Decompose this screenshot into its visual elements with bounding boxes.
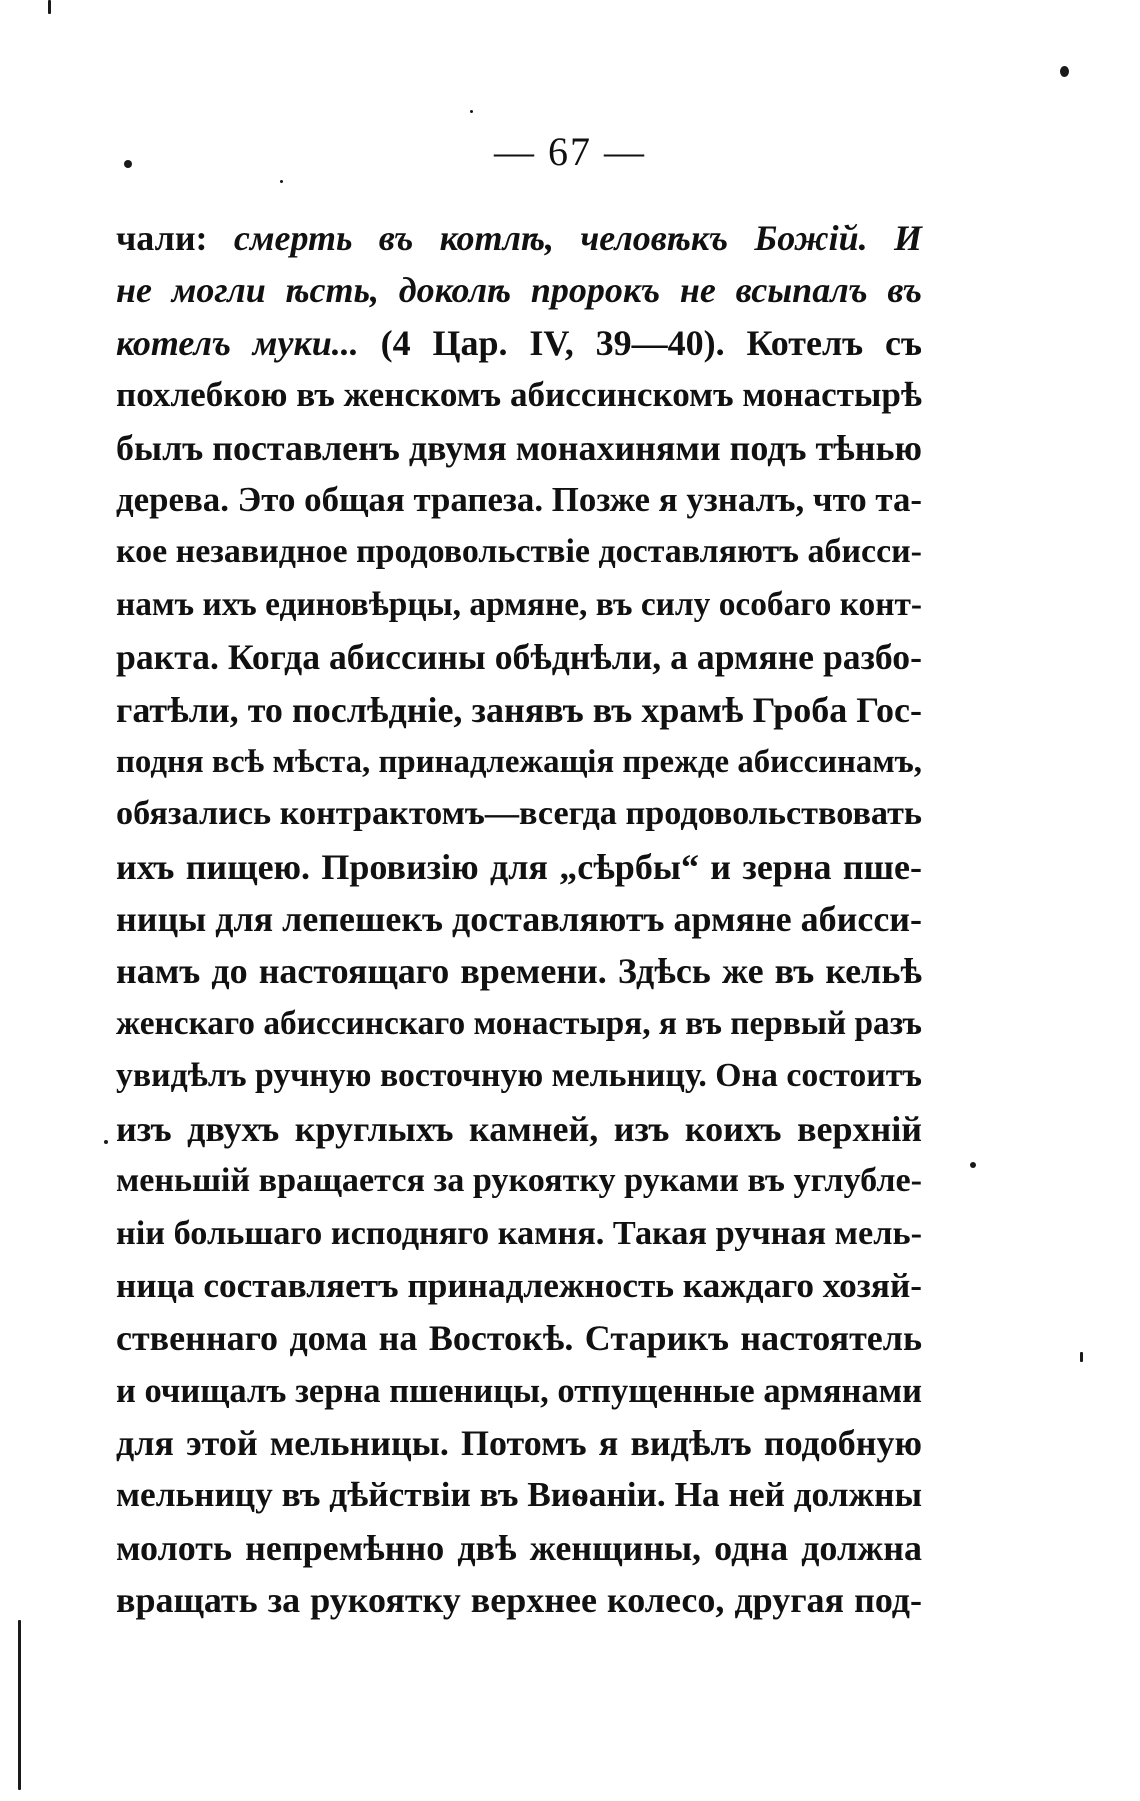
text-segment: дерева. Это общая трапеза. Позже я узналъ, что та- bbox=[116, 479, 922, 519]
scan-speck bbox=[1060, 66, 1069, 77]
text-segment: женскаго абиссинскаго монастыря, я въ первый разъ bbox=[116, 1004, 922, 1042]
text-line bbox=[116, 788, 922, 840]
scan-speck bbox=[1080, 1352, 1083, 1362]
text-line bbox=[116, 945, 922, 997]
body-text bbox=[116, 212, 922, 1627]
text-line bbox=[116, 893, 922, 945]
text-line bbox=[116, 1103, 922, 1155]
text-line bbox=[116, 212, 922, 264]
text-line bbox=[116, 474, 922, 526]
italic-quote-segment: смерть въ котлѣ, человѣкъ Божій. И bbox=[233, 218, 922, 258]
text-segment: ственнаго дома на Востокѣ. Старикъ настоятель bbox=[116, 1318, 922, 1359]
text-segment: увидѣлъ ручную восточную мельницу. Она состоитъ bbox=[116, 1057, 922, 1095]
text-line bbox=[116, 1522, 922, 1574]
scan-speck bbox=[104, 1140, 108, 1144]
text-segment: намъ ихъ единовѣрцы, армяне, въ силу особаго конт- bbox=[116, 585, 922, 623]
scan-speck bbox=[470, 110, 473, 113]
text-line bbox=[116, 841, 922, 893]
scan-speck bbox=[280, 180, 283, 183]
text-line bbox=[116, 1050, 922, 1102]
text-segment: ница составляетъ принадлежность каждаго хозяй- bbox=[116, 1265, 922, 1305]
text-line bbox=[116, 526, 922, 578]
text-line bbox=[116, 631, 922, 683]
text-segment: ракта. Когда абиссины обѣднѣли, а армяне разбо- bbox=[116, 637, 922, 678]
page-number: — 67 — bbox=[494, 129, 646, 174]
text-line bbox=[116, 1312, 922, 1364]
text-segment: ихъ пищею. Провизію для „сѣрбы“ и зерна пше- bbox=[116, 846, 922, 887]
text-segment: гатѣли, то послѣдніе, занявъ въ храмѣ Гроба Гос- bbox=[116, 689, 922, 730]
text-line bbox=[116, 998, 922, 1050]
text-segment: былъ поставленъ двумя монахинями подъ тѣнью bbox=[116, 427, 922, 468]
text-segment: обязались контрактомъ—всегда продовольствовать bbox=[116, 795, 922, 833]
text-line bbox=[116, 1469, 922, 1521]
text-line bbox=[116, 369, 922, 421]
text-line bbox=[116, 264, 922, 316]
text-segment: меньшій вращается за рукоятку руками въ углубле- bbox=[116, 1162, 922, 1200]
scan-speck bbox=[124, 160, 132, 168]
text-line bbox=[116, 1365, 922, 1417]
text-segment: ніи большаго исподняго камня. Такая ручная мель- bbox=[116, 1214, 922, 1253]
text-segment: для этой мельницы. Потомъ я видѣлъ подобную bbox=[116, 1422, 922, 1463]
text-line bbox=[116, 684, 922, 736]
text-segment: мельницу въ дѣйствіи въ Виѳаніи. На ней должны bbox=[116, 1475, 922, 1515]
text-line bbox=[116, 1260, 922, 1312]
scan-speck bbox=[48, 0, 51, 14]
text-segment: чали: bbox=[116, 218, 234, 258]
text-segment: изъ двухъ круглыхъ камней, изъ коихъ верхній bbox=[116, 1108, 922, 1149]
text-line bbox=[116, 422, 922, 474]
text-line bbox=[116, 1155, 922, 1207]
text-line bbox=[116, 1574, 922, 1626]
text-line bbox=[116, 736, 922, 788]
text-segment: и очищалъ зерна пшеницы, отпущенные армянами bbox=[116, 1371, 922, 1410]
text-segment: подня всѣ мѣста, принадлежащія прежде абиссинамъ, bbox=[116, 743, 922, 780]
text-segment: вращать за рукоятку верхнее колесо, другая под- bbox=[116, 1580, 922, 1621]
text-line bbox=[116, 1417, 922, 1469]
italic-quote-segment: не могли ѣсть, доколѣ пророкъ не всыпалъ въ bbox=[116, 270, 922, 311]
text-line bbox=[116, 579, 922, 631]
text-segment: (4 Цар. IV, 39—40). Котелъ съ bbox=[358, 322, 922, 363]
text-segment: молоть непремѣнно двѣ женщины, одна должна bbox=[116, 1527, 922, 1568]
italic-quote-segment: котелъ муки... bbox=[116, 322, 359, 363]
scan-speck bbox=[18, 1620, 21, 1790]
scan-speck bbox=[970, 1162, 976, 1168]
text-line bbox=[116, 1207, 922, 1259]
text-segment: ницы для лепешекъ доставляютъ армяне абисси- bbox=[116, 899, 922, 940]
text-segment: намъ до настоящаго времени. Здѣсь же въ кельѣ bbox=[116, 951, 922, 992]
text-segment: похлебкою въ женскомъ абиссинскомъ монастырѣ bbox=[116, 375, 922, 415]
text-line bbox=[116, 317, 922, 369]
text-segment: кое незавидное продовольствіе доставляютъ абисси- bbox=[116, 533, 922, 571]
